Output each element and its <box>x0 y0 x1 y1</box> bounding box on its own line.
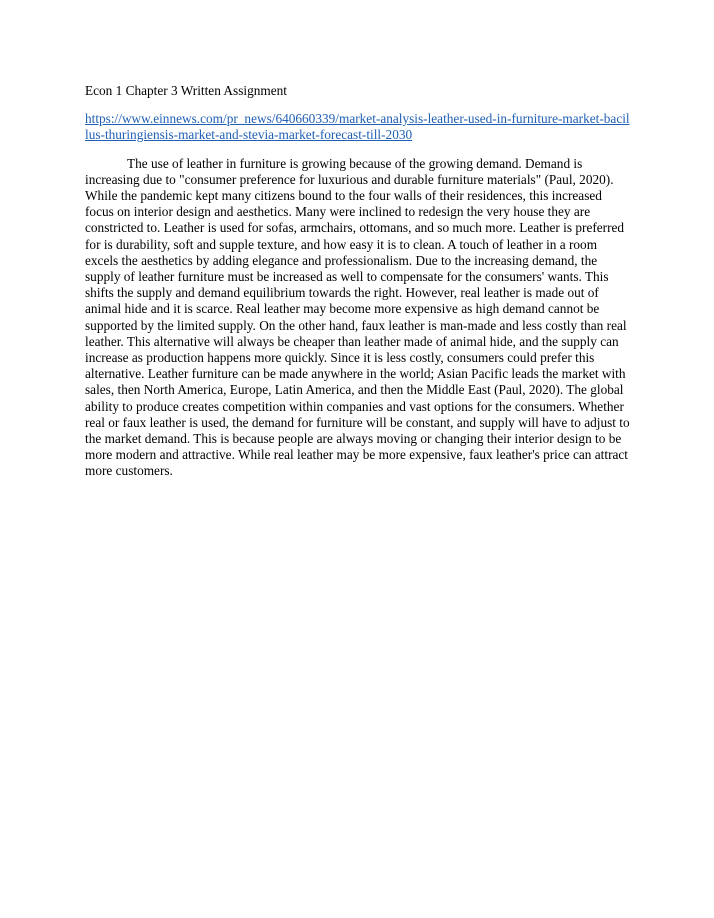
body-paragraph: The use of leather in furniture is growing because of the growing demand. Demand is increasing due to "consumer preference for luxurious and durable furniture materials" (Paul, 2020). While the pandemic kept many citizens bound to the four walls of their residences, this increased focus on interior design and aesthetics. Many were inclined to redesign the very house they are constricted to. Leather is used for sofas, armchairs, ottomans, and so much more. Leather is preferred for is durability, soft and supple texture, and how easy it is to clean. A touch of leather in a room excels the aesthetics by adding elegance and professionalism. Due to the increasing demand, the supply of leather furniture must be increased as well to compensate for the consumers' wants. This shifts the supply and demand equilibrium towards the right. However, real leather is made out of animal hide and it is scarce. Real leather may become more expensive as high demand cannot be supported by the limited supply. On the other hand, faux leather is man-made and less costly than real leather. This alternative will always be cheaper than leather made of animal hide, and the supply can increase as production happens more quickly. Since it is less costly, consumers could prefer this alternative. Leather furniture can be made anywhere in the world; Asian Pacific leads the market with sales, then North America, Europe, Latin America, and then the Middle East (Paul, 2020). The global ability to produce creates competition within companies and vast options for the consumers. Whether real or faux leather is used, the demand for furniture will be constant, and supply will have to adjust to the market demand. This is because people are always moving or changing their interior design to be more modern and attractive. While real leather may be more expensive, faux leather's price can attract more customers. <box>85 155 630 479</box>
document-content <box>85 83 633 480</box>
source-link[interactable]: https://www.einnews.com/pr_news/640660339/market-analysis-leather-used-in-furniture-market-bacillus-thuringiensis-market-and-stevia-market-forecast-till-2030 <box>85 111 630 143</box>
document-title: Econ 1 Chapter 3 Written Assignment <box>85 83 287 98</box>
